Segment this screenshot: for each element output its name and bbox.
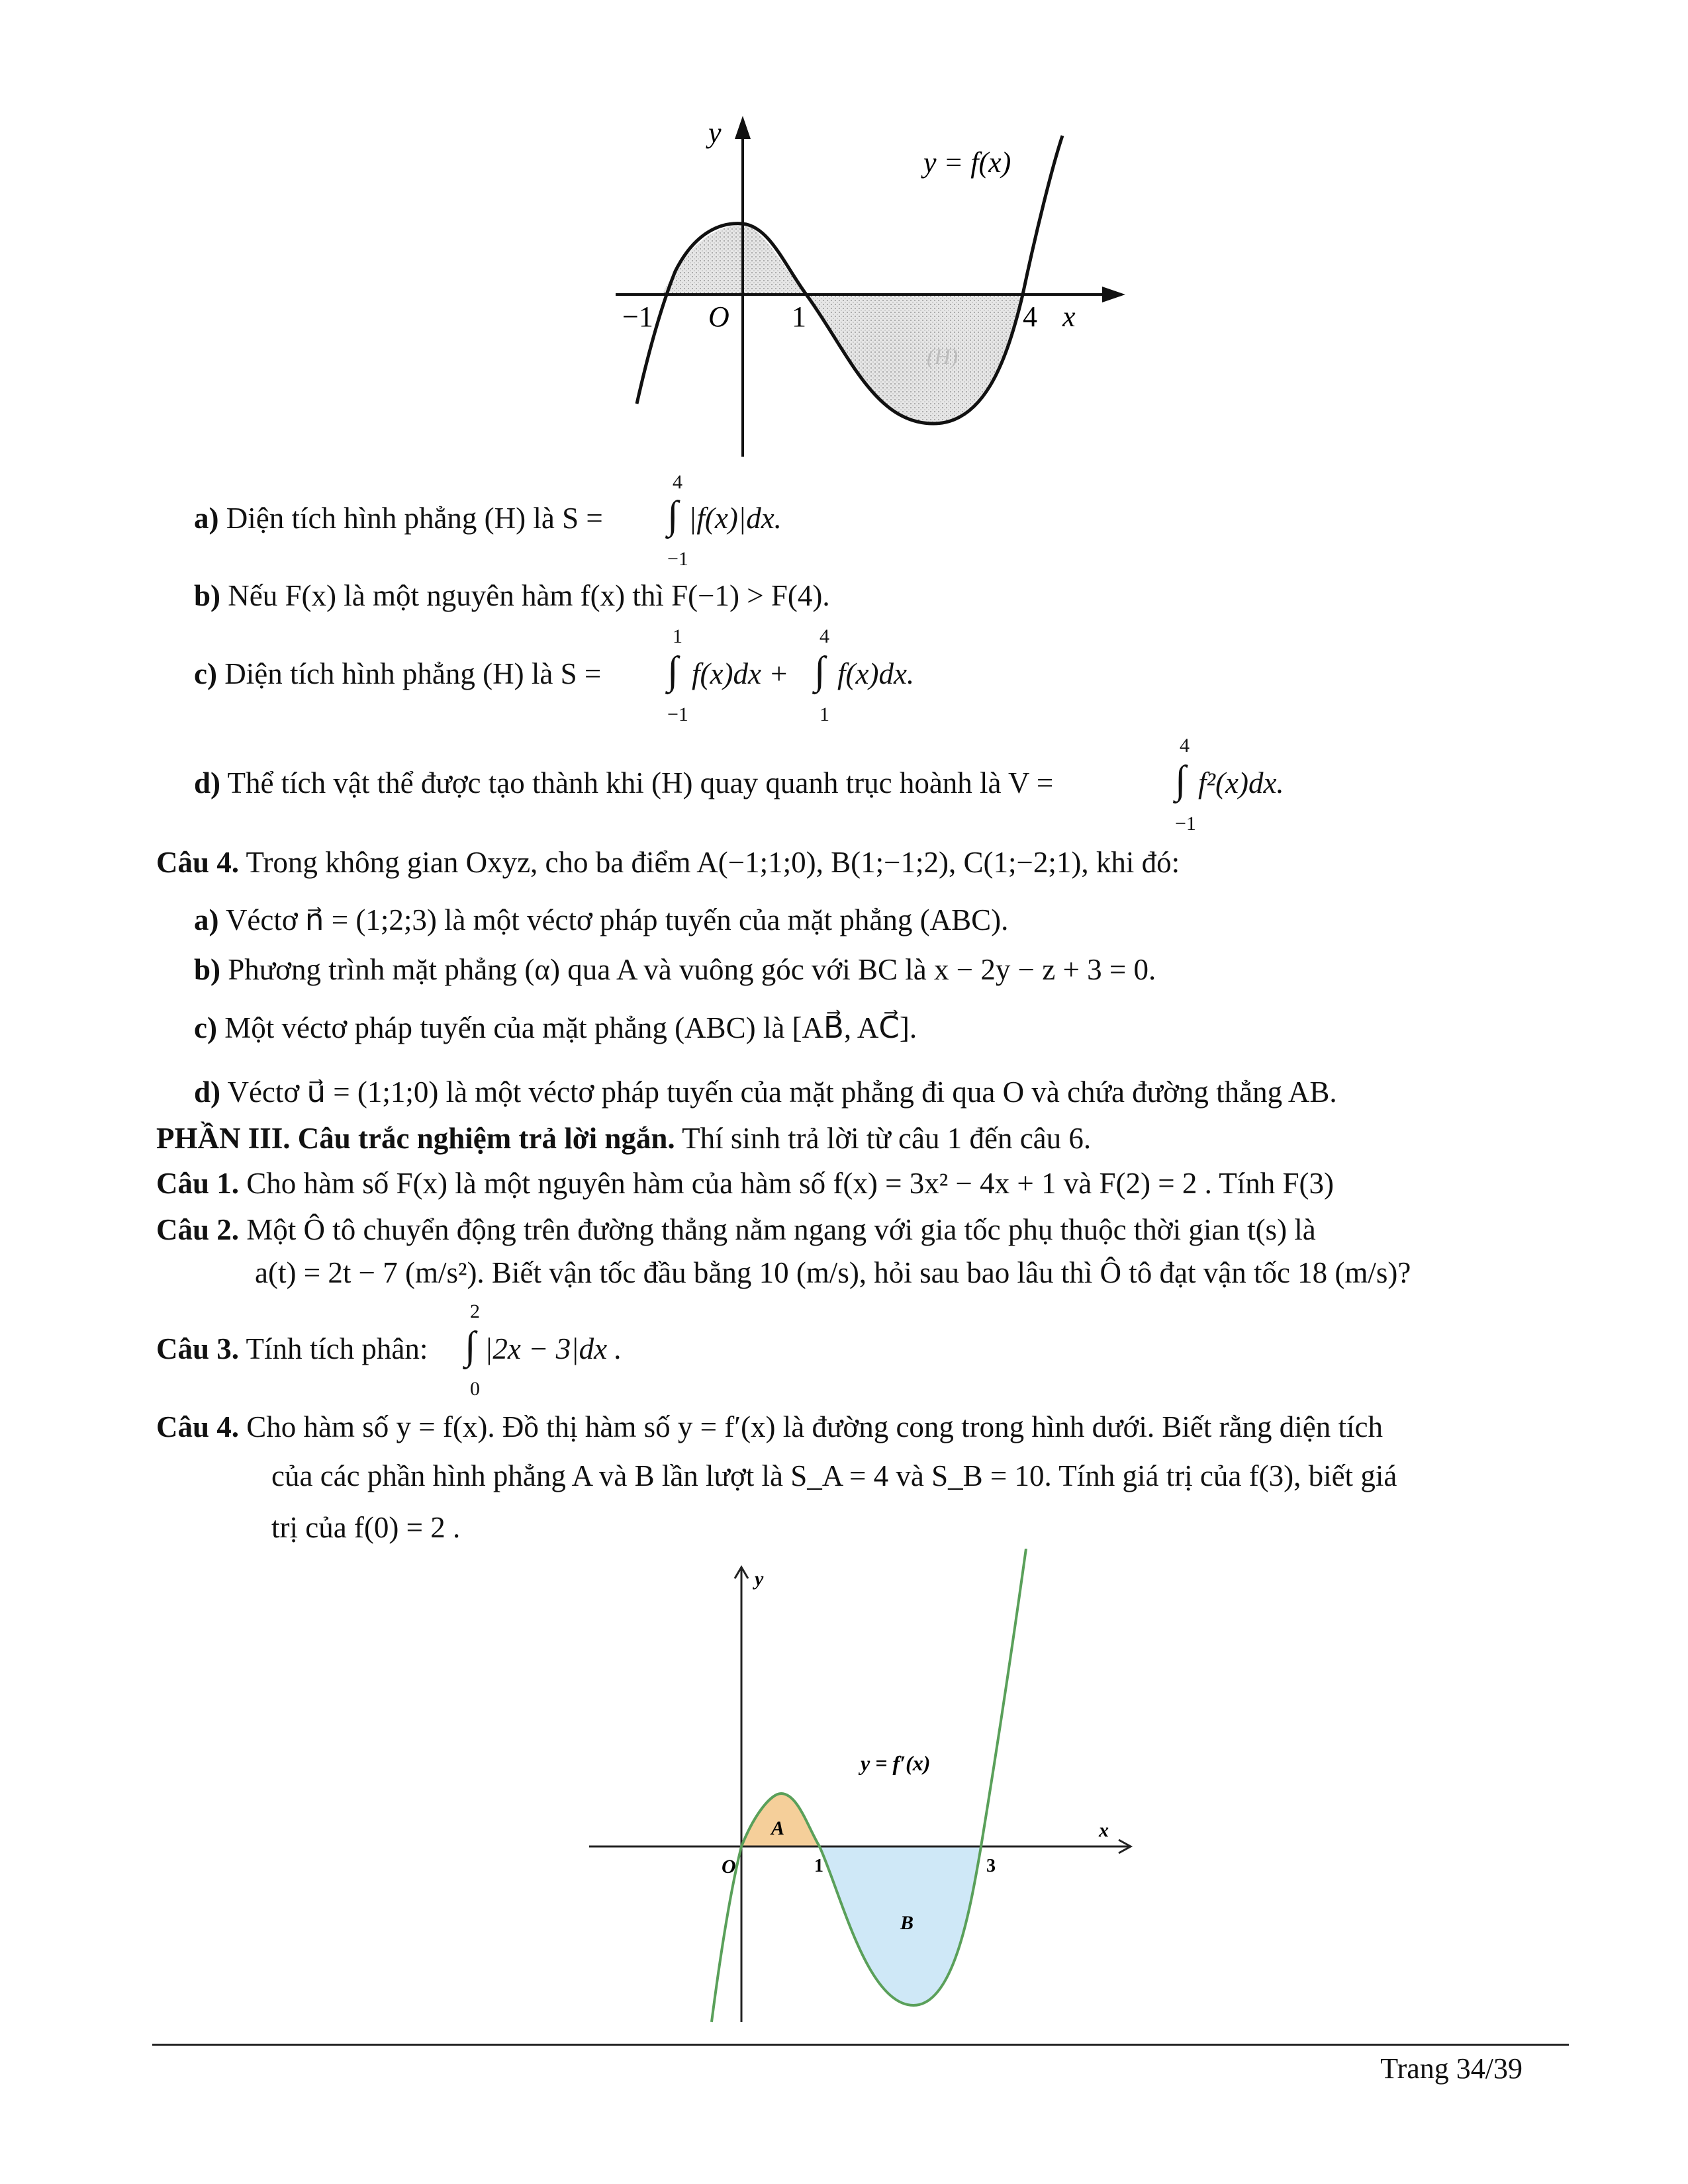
part3-question-1 bbox=[156, 1165, 1334, 1202]
part-instruction: Thí sinh trả lời từ câu 1 đến câu 6. bbox=[682, 1122, 1092, 1155]
option-label: a) bbox=[194, 903, 219, 936]
tick-3: 3 bbox=[986, 1856, 996, 1876]
option-3c bbox=[194, 655, 601, 692]
question-4 bbox=[156, 844, 1180, 881]
question-title: Câu 3. bbox=[156, 1332, 240, 1365]
integrand: f²(x)dx. bbox=[1198, 766, 1284, 799]
integral-sign: ∫ bbox=[814, 649, 825, 692]
tick-minus1: −1 bbox=[622, 300, 653, 333]
y-label: y bbox=[755, 1568, 764, 1590]
upper-limit: 4 bbox=[820, 625, 829, 647]
shaded-label: (H) bbox=[927, 345, 959, 369]
question-title: Câu 4. bbox=[156, 1410, 240, 1443]
option-4a bbox=[194, 901, 1008, 938]
option-label: c) bbox=[194, 1011, 217, 1044]
tick-4: 4 bbox=[1023, 300, 1037, 333]
tick-1: 1 bbox=[814, 1856, 823, 1876]
region-b-label: B bbox=[900, 1912, 914, 1934]
option-label: d) bbox=[194, 1075, 221, 1109]
shaded-region-right bbox=[806, 295, 1023, 424]
question-text: Một Ô tô chuyển động trên đường thẳng nằm ngang với gia tốc phụ thuộc thời gian t(s) là bbox=[246, 1213, 1316, 1246]
option-4c bbox=[194, 1009, 917, 1046]
question-text: Trong không gian Oxyz, cho ba điểm A(−1;1;0), B(1;−1;2), C(1;−2;1), khi đó: bbox=[246, 846, 1180, 879]
option-text: Véctơ n⃗ = (1;2;3) là một véctơ pháp tuyến của mặt phẳng (ABC). bbox=[225, 903, 1009, 936]
integral-sign: ∫ bbox=[667, 493, 679, 537]
part-title: PHẦN III. Câu trắc nghiệm trả lời ngắn. bbox=[156, 1122, 675, 1155]
question-text-cont: trị của f(0) = 2 . bbox=[271, 1511, 461, 1544]
footer-divider bbox=[152, 2044, 1569, 2046]
integrand: |2x − 3|dx . bbox=[485, 1332, 622, 1365]
y-label: y bbox=[708, 116, 722, 149]
upper-limit: 1 bbox=[673, 625, 682, 647]
question-text-cont: của các phần hình phẳng A và B lần lượt là S_A = 4 và S_B = 10. Tính giá trị của f(3), biết giá bbox=[271, 1459, 1397, 1492]
tick-1: 1 bbox=[792, 300, 806, 333]
option-3a bbox=[194, 500, 603, 537]
option-label: d) bbox=[194, 766, 221, 799]
option-3b bbox=[194, 577, 830, 614]
origin-label: O bbox=[708, 300, 729, 333]
figure-2-graph bbox=[563, 1549, 1172, 2032]
question-title: Câu 2. bbox=[156, 1213, 240, 1246]
integral-sign: ∫ bbox=[465, 1324, 476, 1367]
question-title: Câu 4. bbox=[156, 846, 240, 879]
question-text: Cho hàm số y = f(x). Đồ thị hàm số y = f′(x) là đường cong trong hình dưới. Biết rằng diện tích bbox=[246, 1410, 1383, 1443]
integrand: |f(x)|dx. bbox=[688, 502, 782, 535]
upper-limit: 2 bbox=[470, 1300, 480, 1322]
x-axis-arrow bbox=[1102, 287, 1125, 302]
x-label: x bbox=[1062, 300, 1076, 333]
option-text: Diện tích hình phẳng (H) là S = bbox=[224, 657, 602, 690]
curve-label: y = f′(x) bbox=[861, 1751, 931, 1775]
part3-question-4 bbox=[156, 1408, 1383, 1445]
option-label: b) bbox=[194, 579, 221, 612]
integrand: f(x)dx + bbox=[692, 657, 789, 690]
page-number: Trang 34/39 bbox=[1380, 2052, 1523, 2085]
option-text: Véctơ u⃗ = (1;1;0) là một véctơ pháp tuyến của mặt phẳng đi qua O và chứa đường thẳng AB. bbox=[227, 1075, 1337, 1109]
figure-1-graph bbox=[596, 113, 1139, 463]
question-text: Cho hàm số F(x) là một nguyên hàm của hàm số f(x) = 3x² − 4x + 1 và F(2) = 2 . Tính F(3) bbox=[246, 1167, 1335, 1200]
y-axis-arrow bbox=[735, 116, 751, 139]
upper-limit: 4 bbox=[673, 471, 682, 493]
question-title: Câu 1. bbox=[156, 1167, 240, 1200]
region-a-label: A bbox=[771, 1817, 785, 1839]
option-label: b) bbox=[194, 953, 221, 986]
part3-question-2 bbox=[156, 1211, 1316, 1248]
option-text: Nếu F(x) là một nguyên hàm f(x) thì F(−1) > F(4). bbox=[228, 579, 830, 612]
option-label: c) bbox=[194, 657, 217, 690]
part3-question-3 bbox=[156, 1330, 428, 1367]
question-text: Tính tích phân: bbox=[246, 1332, 428, 1365]
lower-limit: −1 bbox=[667, 704, 688, 725]
option-text: Một véctơ pháp tuyến của mặt phẳng (ABC) là [AB⃗, AC⃗]. bbox=[224, 1011, 917, 1044]
option-text: Thể tích vật thể được tạo thành khi (H) quay quanh trục hoành là V = bbox=[227, 766, 1054, 799]
option-4d bbox=[194, 1073, 1337, 1111]
part-3-heading bbox=[156, 1120, 1091, 1157]
question-text-cont: a(t) = 2t − 7 (m/s²). Biết vận tốc đầu bằng 10 (m/s), hỏi sau bao lâu thì Ô tô đạt vận tốc 18 (m/s)? bbox=[255, 1256, 1411, 1289]
option-text: Phương trình mặt phẳng (α) qua A và vuông góc với BC là x − 2y − z + 3 = 0. bbox=[228, 953, 1156, 986]
origin-label: O bbox=[722, 1856, 736, 1878]
integral-sign: ∫ bbox=[1175, 758, 1186, 801]
option-4b bbox=[194, 951, 1156, 988]
curve-label: y = f(x) bbox=[923, 146, 1011, 179]
lower-limit: 1 bbox=[820, 704, 829, 725]
lower-limit: 0 bbox=[470, 1378, 480, 1400]
integrand: f(x)dx. bbox=[837, 657, 915, 690]
lower-limit: −1 bbox=[667, 548, 688, 570]
option-3d bbox=[194, 764, 1053, 801]
option-text: Diện tích hình phẳng (H) là S = bbox=[226, 502, 603, 535]
lower-limit: −1 bbox=[1175, 813, 1196, 835]
option-label: a) bbox=[194, 502, 219, 535]
x-label: x bbox=[1099, 1819, 1109, 1841]
upper-limit: 4 bbox=[1180, 735, 1190, 756]
integral-sign: ∫ bbox=[667, 649, 679, 692]
